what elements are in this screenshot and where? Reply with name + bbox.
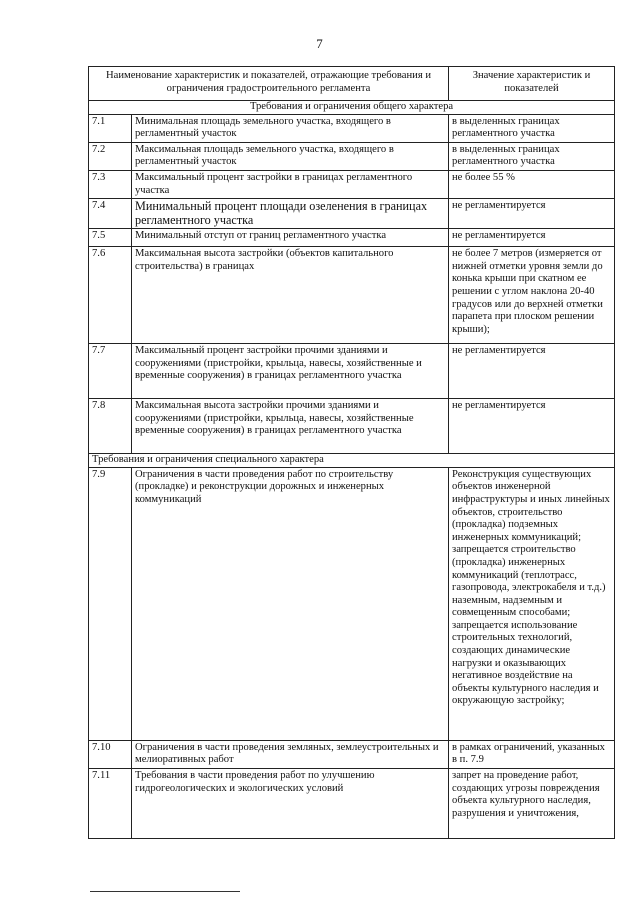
row-value: запрет на проведение работ, создающих угрозы повреждения объекта культурного наследия, разрушения и уничтожения,	[449, 768, 615, 838]
page-number: 7	[316, 36, 323, 51]
row-value: не регламентируется	[449, 229, 615, 247]
regulation-table	[88, 66, 615, 839]
row-name: Максимальный процент застройки в границах регламентного участка	[132, 170, 449, 198]
section-row-general	[89, 101, 615, 115]
row-name: Минимальный процент площади озеленения в границах регламентного участка	[132, 199, 449, 229]
row-value: не более 7 метров (измеряется от нижней отметки уровня земли до конька крыши при скатном ее решении с углом наклона 20-40 градусов или до верхней отметки парапета при плоском решении крыши);	[449, 247, 615, 344]
row-name: Минимальная площадь земельного участка, входящего в регламентный участок	[132, 114, 449, 142]
row-name: Максимальная высота застройки (объектов капитального строительства) в границах	[132, 247, 449, 344]
row-number: 7.10	[89, 740, 132, 768]
table-row	[89, 399, 615, 454]
table-row	[89, 344, 615, 399]
row-value: не регламентируется	[449, 344, 615, 399]
table-header-row	[89, 67, 615, 101]
row-name: Требования в части проведения работ по улучшению гидрогеологических и экологических условий	[132, 768, 449, 838]
row-name: Ограничения в части проведения земляных, землеустроительных и мелиоративных работ	[132, 740, 449, 768]
row-number: 7.7	[89, 344, 132, 399]
row-number: 7.3	[89, 170, 132, 198]
table-row	[89, 247, 615, 344]
row-number: 7.8	[89, 399, 132, 454]
row-value: в выделенных границах регламентного участка	[449, 114, 615, 142]
row-name: Ограничения в части проведения работ по строительству (прокладке) и реконструкции дорожных и инженерных коммуникаций	[132, 467, 449, 740]
header-values: Значение характеристик и показателей	[449, 67, 615, 101]
row-number: 7.4	[89, 199, 132, 229]
header-characteristics: Наименование характеристик и показателей, отражающие требования и ограничения градостроительного регламента	[89, 67, 449, 101]
row-name: Максимальная высота застройки прочими зданиями и сооружениями (пристройки, крыльца, навесы, хозяйственные временные сооружения) в границах регламентного участка	[132, 399, 449, 454]
row-value: Реконструкция существующих объектов инженерной инфраструктуры и иных линейных объектов, строительство (прокладка) подземных инженерных коммуникаций; запрещается строительство (прокладка) инженерных коммуникаций (теплотрасс, газопровода, электрокабеля и т.д.) наземным, надземным и совмещенным способами; запрещается использование строительных технологий, создающих динамические нагрузки и оказывающих негативное воздействие на объекты культурного наследия и окружающую застройку;	[449, 467, 615, 740]
row-value: не регламентируется	[449, 399, 615, 454]
row-value: не более 55 %	[449, 170, 615, 198]
table-row	[89, 142, 615, 170]
table-row	[89, 114, 615, 142]
row-number: 7.6	[89, 247, 132, 344]
table-row	[89, 170, 615, 198]
row-number: 7.11	[89, 768, 132, 838]
row-number: 7.2	[89, 142, 132, 170]
row-name: Максимальная площадь земельного участка, входящего в регламентный участок	[132, 142, 449, 170]
footnote-divider	[90, 891, 240, 892]
table-row	[89, 467, 615, 740]
table-row	[89, 199, 615, 229]
row-name: Минимальный отступ от границ регламентного участка	[132, 229, 449, 247]
row-number: 7.9	[89, 467, 132, 740]
row-value: в выделенных границах регламентного участка	[449, 142, 615, 170]
section-title: Требования и ограничения общего характера	[89, 101, 615, 115]
section-row-special	[89, 454, 615, 468]
row-number: 7.5	[89, 229, 132, 247]
row-value: не регламентируется	[449, 199, 615, 229]
row-value: в рамках ограничений, указанных в п. 7.9	[449, 740, 615, 768]
row-number: 7.1	[89, 114, 132, 142]
section-title: Требования и ограничения специального характера	[89, 454, 615, 468]
table-row	[89, 229, 615, 247]
row-name: Максимальный процент застройки прочими зданиями и сооружениями (пристройки, крыльца, навесы, хозяйственные и временные сооружения) в границах регламентного участка	[132, 344, 449, 399]
table-row	[89, 768, 615, 838]
table-row	[89, 740, 615, 768]
